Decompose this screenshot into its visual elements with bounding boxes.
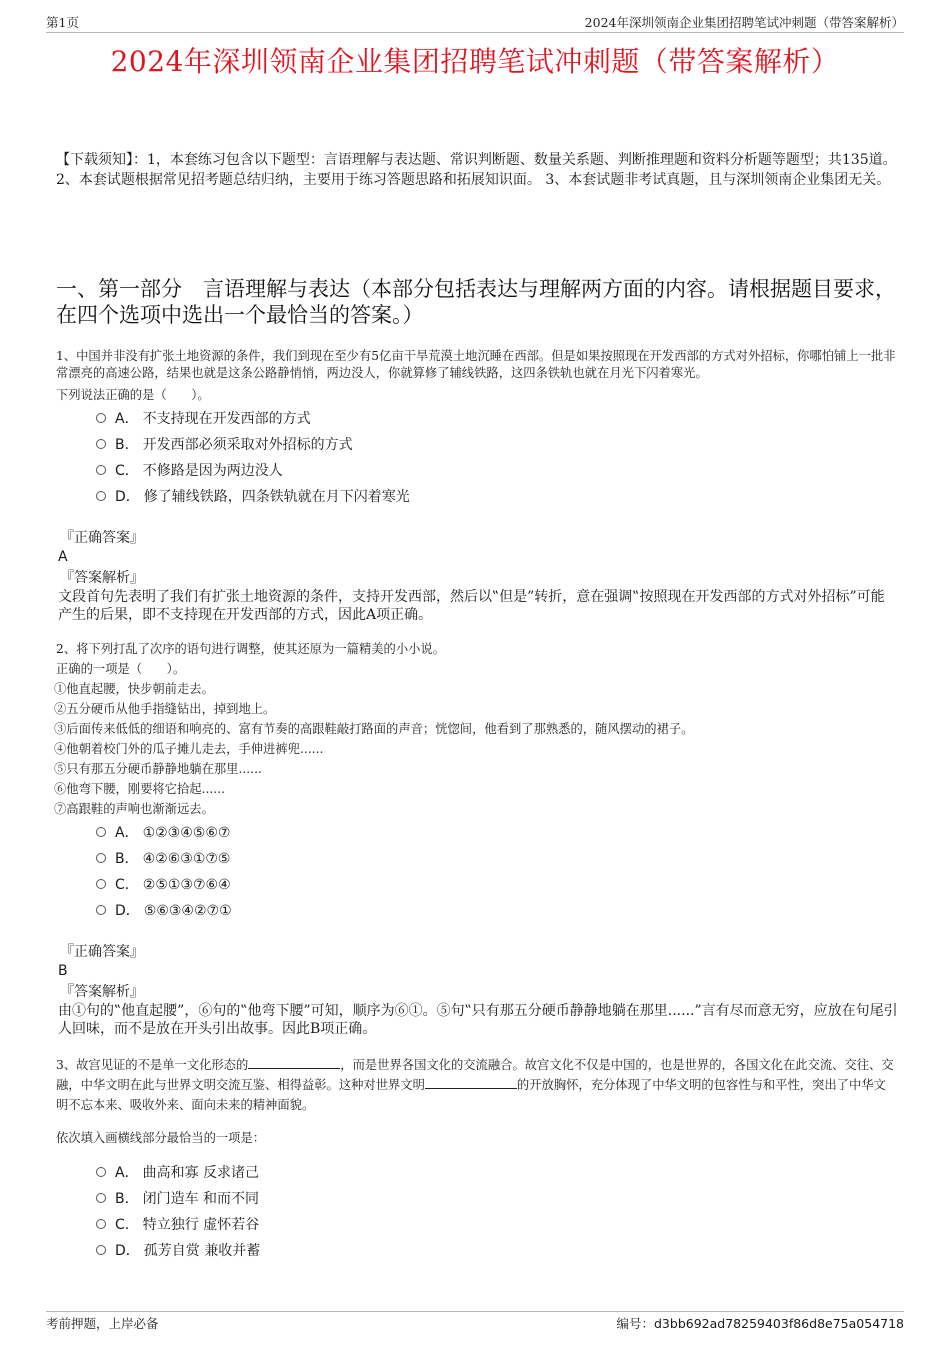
question-2-sentence: ⑤只有那五分硬币静静地躺在那里......: [54, 762, 262, 776]
question-3-text: 3、故宫见证的不是单一文化形态的 ，而是世界各国文化的交流融合。故宫文化不仅是中国的，也是世界的，各国文化在此交流、交往、交融，中华文明在此与世界文明交流互鉴、相得益彰。这种对世界文明 的开放胸怀，充分体现了中华文明的包容性与和平性，突出了中华文明不忘本来、吸收外来、面向未来的精神面貌。: [56, 1058, 894, 1112]
radio-icon[interactable]: [96, 1219, 106, 1229]
question-1-answer-label: 『正确答案』: [60, 530, 144, 546]
question-2-sentence: ②五分硬币从他手指缝钻出，掉到地上。: [54, 702, 276, 716]
question-2-text: 2、将下列打乱了次序的语句进行调整，使其还原为一篇精美的小小说。: [56, 642, 446, 656]
radio-icon[interactable]: [96, 491, 106, 501]
question-2-analysis: 由①句的‟他直起腰”，⑥句的‟他弯下腰”可知，顺序为⑥①。⑤句‟只有那五分硬币静静地躺在那里......”言有尽而意无穷，应放在句尾引人回味，而不是放在开头引出故事。因此B项正确。: [58, 1003, 898, 1037]
question-3-option-b[interactable]: B． 闭门造车 和而不同: [96, 1189, 259, 1209]
radio-icon[interactable]: [96, 1167, 106, 1177]
question-2-answer: B: [58, 963, 68, 979]
question-2-prompt: 正确的一项是（ ）。: [56, 662, 186, 676]
page-footer: [46, 1311, 904, 1334]
document-title: 2024年深圳领南企业集团招聘笔试冲刺题（带答案解析）: [110, 45, 840, 78]
question-1-prompt: 下列说法正确的是（ ）。: [56, 388, 210, 402]
download-notice: 【下载须知】：1，本套练习包含以下题型：言语理解与表达题、常识判断题、数量关系题、判断推理题和资料分析题等题型；共135道。 2、本套试题根据常见招考题总结归纳，主要用于练习答题思路和拓展知识面。 3、本套试题非考试真题，且与深圳领南企业集团无关。: [56, 152, 897, 188]
page-number: 第1页: [46, 15, 79, 30]
radio-icon[interactable]: [96, 413, 106, 423]
radio-icon[interactable]: [96, 905, 106, 915]
question-2-option-b[interactable]: B． ④②⑥③①⑦⑤: [96, 849, 230, 869]
question-2-analysis-label: 『答案解析』: [60, 984, 144, 1000]
question-3-option-a[interactable]: A． 曲高和寡 反求诸己: [96, 1163, 259, 1183]
question-2-sentence: ①他直起腰，快步朝前走去。: [54, 682, 214, 696]
question-2-option-d[interactable]: D． ⑤⑥③④②⑦①: [96, 901, 232, 921]
radio-icon[interactable]: [96, 879, 106, 889]
page-header: [46, 14, 904, 33]
question-2-option-a[interactable]: A． ①②③④⑤⑥⑦: [96, 823, 230, 843]
question-1-option-d[interactable]: D． 修了辅线铁路，四条铁轨就在月下闪着寒光: [96, 487, 410, 507]
radio-icon[interactable]: [96, 465, 106, 475]
question-3-option-c[interactable]: C． 特立独行 虚怀若谷: [96, 1215, 259, 1235]
header-doc-title: 2024年深圳领南企业集团招聘笔试冲刺题（带答案解析）: [584, 15, 904, 30]
question-2-answer-label: 『正确答案』: [60, 944, 144, 960]
question-1-option-c[interactable]: C． 不修路是因为两边没人: [96, 461, 283, 481]
question-1-answer: A: [58, 549, 68, 565]
question-1-analysis: 文段首句先表明了我们有扩张土地资源的条件，支持开发西部，然后以‟但是”转折，意在强调‟按照现在开发西部的方式对外招标”可能产生的后果，即不支持现在开发西部的方式，因此A项正确。: [58, 589, 885, 623]
radio-icon[interactable]: [96, 1193, 106, 1203]
question-2-sentence: ⑦高跟鞋的声响也渐渐远去。: [54, 802, 214, 816]
question-1-option-a[interactable]: A． 不支持现在开发西部的方式: [96, 409, 311, 429]
radio-icon[interactable]: [96, 439, 106, 449]
question-2-sentence: ⑥他弯下腰，刚要将它拾起......: [54, 782, 226, 796]
question-1-option-b[interactable]: B． 开发西部必须采取对外招标的方式: [96, 435, 353, 455]
question-1-analysis-label: 『答案解析』: [60, 570, 144, 586]
fill-blank-1[interactable]: [248, 1056, 340, 1069]
question-2-option-c[interactable]: C． ②⑤①③⑦⑥④: [96, 875, 231, 895]
section-heading: 一、第一部分 言语理解与表达（本部分包括表达与理解两方面的内容。请根据题目要求，在四个选项中选出一个最恰当的答案。）: [56, 277, 896, 327]
footer-slogan: 考前押题，上岸必备: [46, 1316, 159, 1331]
question-2-sentence: ④他朝着校门外的瓜子摊儿走去，手伸进裤兜......: [54, 742, 324, 756]
question-3-prompt: 依次填入画横线部分最恰当的一项是：: [56, 1131, 266, 1145]
footer-code: 编号：d3bb692ad78259403f86d8e75a054718: [616, 1316, 904, 1331]
question-3-option-d[interactable]: D． 孤芳自赏 兼收并蓄: [96, 1241, 260, 1261]
radio-icon[interactable]: [96, 1245, 106, 1255]
radio-icon[interactable]: [96, 853, 106, 863]
question-1-text: 1、中国并非没有扩张土地资源的条件，我们到现在至少有5亿亩干旱荒漠土地沉睡在西部。但是如果按照现在开发西部的方式对外招标，你哪怕铺上一批非常漂亮的高速公路，结果也就是这条公路静悄悄，两边没人，你就算修了辅线铁路，这四条铁轨也就在月光下闪着寒光。: [56, 349, 896, 380]
radio-icon[interactable]: [96, 827, 106, 837]
question-2-sentence: ③后面传来低低的细语和响亮的、富有节奏的高跟鞋敲打路面的声音；恍惚间，他看到了那熟悉的，随风摆动的裙子。: [54, 722, 694, 736]
fill-blank-2[interactable]: [425, 1076, 517, 1089]
